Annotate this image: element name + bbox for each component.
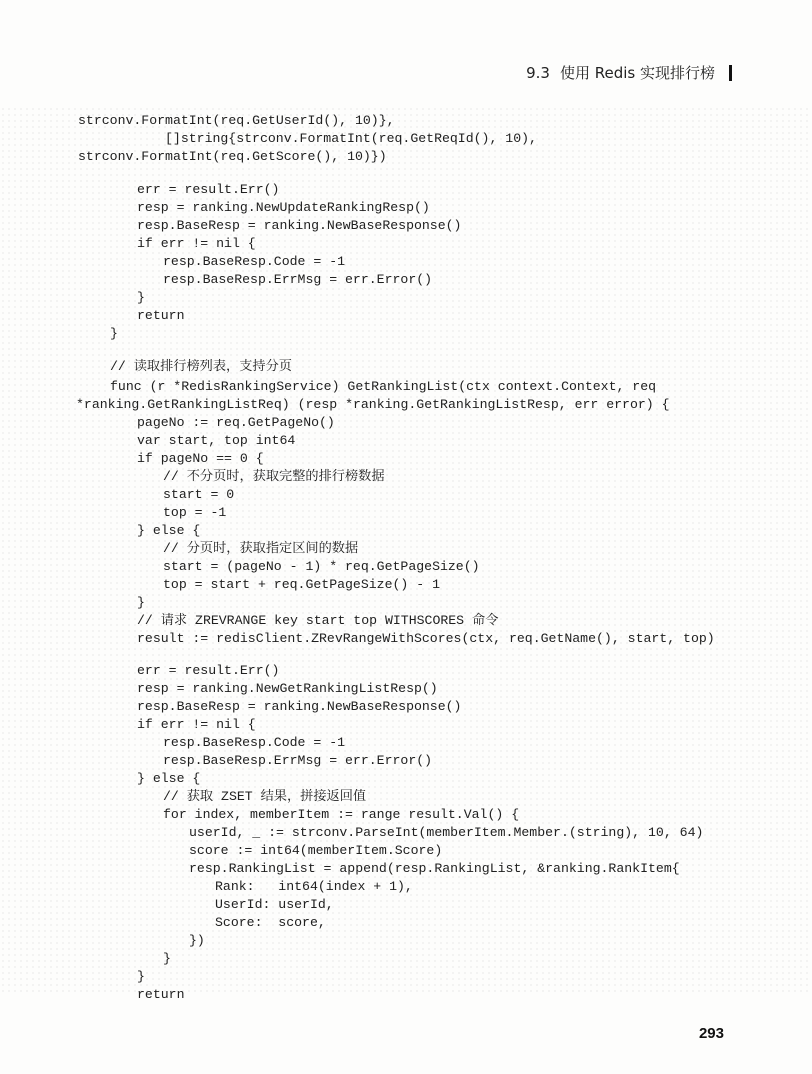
code-line: } [110,326,118,341]
code-line: resp.BaseResp.Code = -1 [163,735,346,750]
code-line: UserId: userId, [215,897,334,912]
code-line: start = 0 [163,487,235,502]
code-line: Rank: int64(index + 1), [215,879,413,894]
code-line: } else { [137,771,201,786]
code-line: pageNo := req.GetPageNo() [137,415,335,430]
code-line: for index, memberItem := range result.Val() { [163,807,520,822]
code-line: var start, top int64 [137,433,296,448]
code-line: top = -1 [163,505,227,520]
code-line: resp.BaseResp = ranking.NewBaseResponse() [137,218,462,233]
code-line: result := redisClient.ZRevRangeWithScores(ctx, req.GetName(), start, top) [137,631,715,646]
code-comment: // 分页时，获取指定区间的数据 [163,541,359,556]
code-line: err = result.Err() [137,182,280,197]
section-number: 9.3 [526,63,550,82]
code-line: *ranking.GetRankingListReq) (resp *ranking.GetRankingListResp, err error) { [76,397,670,412]
code-line: resp.BaseResp.ErrMsg = err.Error() [163,753,433,768]
code-comment: // 读取排行榜列表，支持分页 [110,359,292,374]
code-comment: // 不分页时，获取完整的排行榜数据 [163,469,385,484]
code-line: } [163,951,171,966]
section-title: 使用 Redis 实现排行榜 [559,64,715,82]
code-line: } [137,969,145,984]
code-line: resp.RankingList = append(resp.RankingList, &ranking.RankItem{ [189,861,680,876]
code-comment: // 请求 ZREVRANGE key start top WITHSCORES 命令 [137,613,499,628]
code-line: return [137,308,185,323]
code-line: start = (pageNo - 1) * req.GetPageSize() [163,559,480,574]
code-line: } else { [137,523,201,538]
code-line: return [137,987,185,1002]
code-line: }) [189,933,205,948]
code-line: } [137,290,145,305]
header-bar-mark [729,65,732,81]
code-line: resp = ranking.NewGetRankingListResp() [137,681,438,696]
code-line: resp = ranking.NewUpdateRankingResp() [137,200,430,215]
page-number: 293 [698,1025,724,1042]
code-line: userId, _ := strconv.ParseInt(memberItem.Member.(string), 10, 64) [189,825,704,840]
code-line: strconv.FormatInt(req.GetUserId(), 10)}, [78,113,395,128]
code-line: if err != nil { [137,717,256,732]
code-line: if err != nil { [137,236,256,251]
running-header [526,62,732,83]
code-listing [0,106,812,1002]
code-line: err = result.Err() [137,663,280,678]
code-line: if pageNo == 0 { [137,451,264,466]
code-line: } [137,595,145,610]
code-line: func (r *RedisRankingService) GetRankingList(ctx context.Context, req [110,379,657,394]
code-comment: // 获取 ZSET 结果，拼接返回值 [163,789,367,804]
code-line: Score: score, [215,915,326,930]
code-line: score := int64(memberItem.Score) [189,843,443,858]
code-line: resp.BaseResp.Code = -1 [163,254,346,269]
code-line: []string{strconv.FormatInt(req.GetReqId(), 10), [165,131,537,146]
code-line: resp.BaseResp = ranking.NewBaseResponse() [137,699,462,714]
code-line: strconv.FormatInt(req.GetScore(), 10)}) [78,149,387,164]
code-line: resp.BaseResp.ErrMsg = err.Error() [163,272,433,287]
code-line: top = start + req.GetPageSize() - 1 [163,577,440,592]
